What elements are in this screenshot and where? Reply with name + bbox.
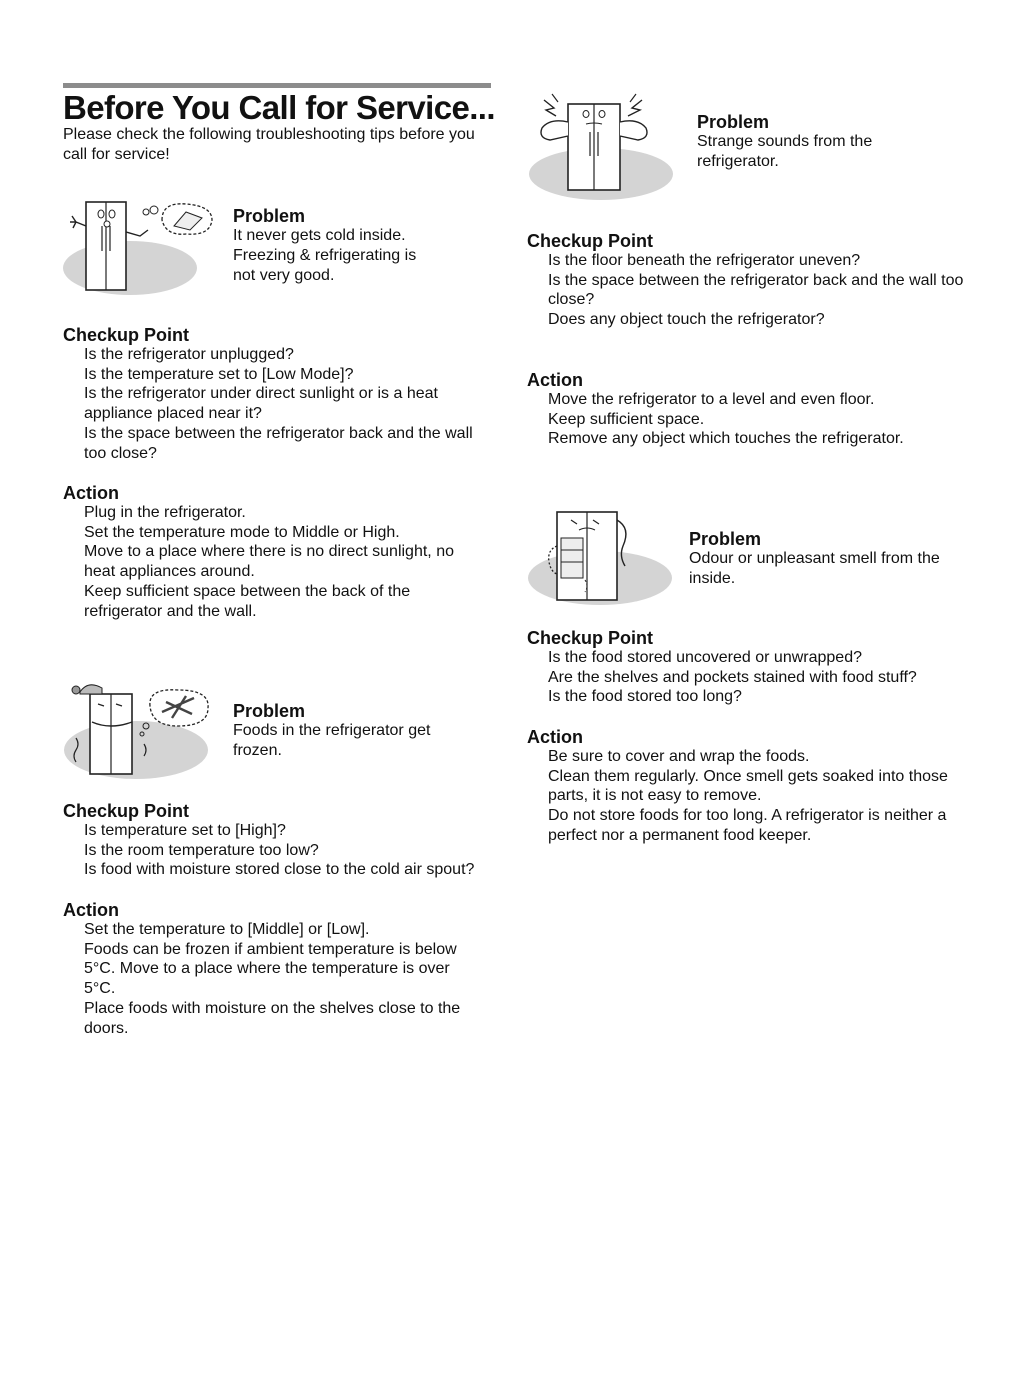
action-heading: Action [63, 483, 119, 503]
action-block-2 [63, 900, 499, 1038]
action-item: Keep sufficient space between the back of the refrigerator and the wall. [84, 582, 411, 620]
checkup-block-4 [527, 628, 967, 707]
checkup-heading: Checkup Point [527, 628, 654, 648]
checkup-heading: Checkup Point [63, 325, 190, 345]
checkup-heading: Checkup Point [63, 801, 190, 821]
action-item: Remove any object which touches the refrigerator. [548, 430, 904, 448]
action-item: Set the temperature to [Middle] or [Low]. [84, 921, 370, 938]
problem-heading: Problem [233, 206, 306, 226]
checkup-item: Does any object touch the refrigerator? [548, 311, 825, 329]
fridge-frozen-food-icon [62, 682, 214, 787]
action-item: Foods can be frozen if ambient temperature is below 5°C. Move to a place where the temperature is over 5°C. [84, 940, 457, 998]
action-heading: Action [527, 370, 583, 390]
action-item: Place foods with moisture on the shelves close to the doors. [84, 999, 461, 1037]
checkup-item: Are the shelves and pockets stained with food stuff? [548, 668, 917, 686]
checkup-item: Is the food stored too long? [548, 688, 742, 706]
checkup-block-1 [63, 325, 499, 463]
problem-line: It never gets cold inside. [233, 227, 406, 244]
checkup-item: Is the room temperature too low? [84, 841, 319, 859]
checkup-item: Is the food stored uncovered or unwrapped? [548, 649, 862, 666]
action-item: Be sure to cover and wrap the foods. [548, 748, 810, 765]
problem-line: Foods in the refrigerator get frozen. [233, 722, 431, 759]
fridge-odour-icon [527, 506, 677, 613]
action-item: Do not store foods for too long. A refrigerator is neither a perfect nor a permanent food keeper. [548, 807, 947, 844]
checkup-block-3 [527, 231, 967, 330]
fridge-noise-icon [528, 92, 678, 207]
action-item: Set the temperature mode to Middle or High. [84, 523, 400, 541]
checkup-item: Is temperature set to [High]? [84, 822, 286, 839]
action-block-1 [63, 483, 499, 621]
problem-block-4 [689, 529, 969, 589]
checkup-item: Is food with moisture stored close to the cold air spout? [84, 861, 475, 879]
problem-heading: Problem [689, 529, 762, 549]
problem-heading: Problem [697, 112, 770, 132]
checkup-item: Is the space between the refrigerator back and the wall too close? [84, 424, 473, 462]
checkup-item: Is the floor beneath the refrigerator uneven? [548, 252, 861, 269]
action-item: Clean them regularly. Once smell gets soaked into those parts, it is not easy to remove. [548, 767, 948, 805]
problem-line: Strange sounds from the refrigerator. [697, 133, 873, 170]
action-heading: Action [63, 900, 119, 920]
problem-heading: Problem [233, 701, 306, 721]
problem-line: Freezing & refrigerating is not very good. [233, 247, 417, 284]
page-title: Before You Call for Service... [63, 89, 495, 126]
problem-line: Odour or unpleasant smell from the inside. [689, 550, 940, 587]
intro-text: Please check the following troubleshooting tips before you call for service! [63, 126, 475, 163]
problem-block-2 [233, 701, 483, 761]
action-item: Plug in the refrigerator. [84, 504, 246, 521]
problem-block-3 [697, 112, 947, 172]
checkup-item: Is the refrigerator under direct sunlight or is a heat appliance placed near it? [84, 385, 438, 423]
checkup-heading: Checkup Point [527, 231, 654, 251]
action-block-3 [527, 370, 967, 449]
action-item: Move the refrigerator to a level and even floor. [548, 391, 875, 408]
fridge-cold-icon [62, 196, 222, 303]
problem-block-1 [233, 206, 483, 286]
action-item: Move to a place where there is no direct sunlight, no heat appliances around. [84, 543, 454, 581]
checkup-block-2 [63, 801, 499, 880]
action-block-4 [527, 727, 967, 846]
action-item: Keep sufficient space. [548, 410, 705, 428]
checkup-item: Is the refrigerator unplugged? [84, 346, 294, 363]
checkup-item: Is the temperature set to [Low Mode]? [84, 365, 354, 383]
checkup-item: Is the space between the refrigerator back and the wall too close? [548, 271, 964, 309]
action-heading: Action [527, 727, 583, 747]
